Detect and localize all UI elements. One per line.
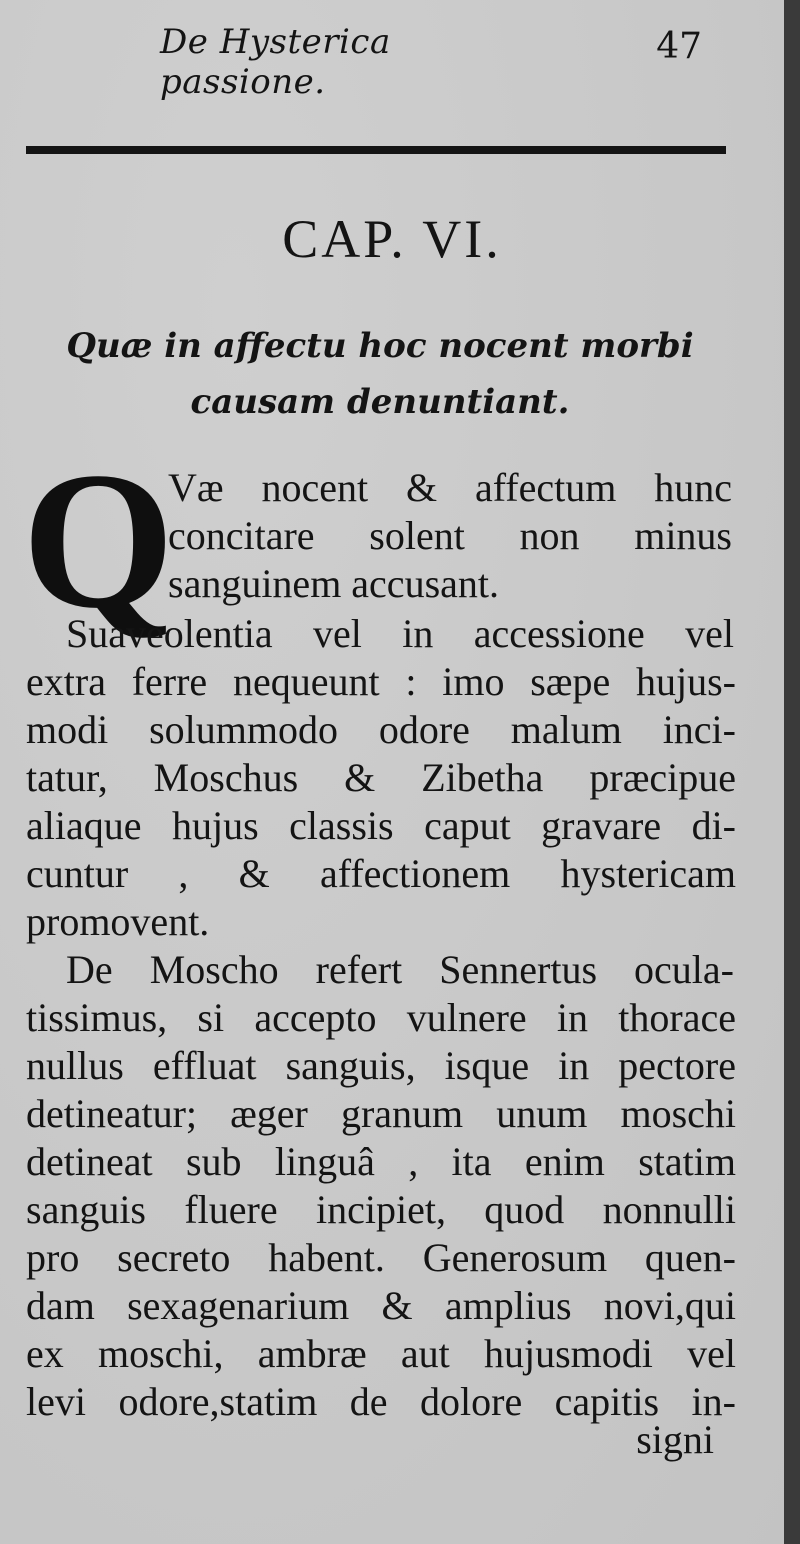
header-rule bbox=[26, 146, 726, 154]
paragraph3-line: ex moschi, ambræ aut hujusmodi vel bbox=[26, 1331, 736, 1376]
paragraph2-line: modi solummodo odore malum inci- bbox=[26, 707, 736, 752]
paragraph3-line: sanguis fluere incipiet, quod nonnulli bbox=[26, 1187, 736, 1232]
page-number: 47 bbox=[656, 26, 702, 67]
paragraph1-line: sanguinem accusant. bbox=[168, 561, 499, 606]
paragraph2-line: extra ferre nequeunt : imo sæpe hujus- bbox=[26, 659, 736, 704]
paragraph3-line: levi odore,statim de dolore capitis in- bbox=[26, 1379, 736, 1424]
drop-cap-letter: Q bbox=[22, 432, 175, 649]
chapter-subtitle bbox=[30, 318, 730, 430]
paragraph2-line: Suaveolentia vel in accessione vel bbox=[66, 611, 734, 656]
paragraph2-line: promovent. bbox=[26, 899, 210, 944]
running-title: De Hysterica passione. bbox=[160, 22, 391, 102]
paragraph3-line: De Moscho refert Sennertus ocula- bbox=[66, 947, 734, 992]
chapter-title: CAP. VI. bbox=[282, 209, 502, 269]
paragraph3-line: dam sexagenarium & amplius novi,qui bbox=[26, 1283, 736, 1328]
paragraph3-line: pro secreto habent. Generosum quen- bbox=[26, 1235, 736, 1280]
paragraph1-line: concitare solent non minus bbox=[168, 513, 732, 558]
catchword: signi bbox=[636, 1417, 714, 1462]
paragraph2-line: cuntur , & affectionem hystericam bbox=[26, 851, 736, 896]
paragraph2-line: aliaque hujus classis caput gravare di- bbox=[26, 803, 736, 848]
paragraph3-line: tissimus, si accepto vulnere in thorace bbox=[26, 995, 736, 1040]
paragraph3-line: nullus effluat sanguis, isque in pectore bbox=[26, 1043, 736, 1088]
paragraph2-line: tatur, Moschus & Zibetha præcipue bbox=[26, 755, 736, 800]
paragraph3-line: detineatur; æger granum unum moschi bbox=[26, 1091, 736, 1136]
subtitle-line-1: Quæ in affectu hoc nocent morbi bbox=[66, 326, 694, 366]
paragraph1-line: Væ nocent & affectum hunc bbox=[168, 465, 732, 510]
subtitle-line-2: causam denuntiant. bbox=[190, 382, 570, 422]
page-edge-shadow bbox=[784, 0, 800, 1544]
paragraph3-line: detineat sub linguâ , ita enim statim bbox=[26, 1139, 736, 1184]
